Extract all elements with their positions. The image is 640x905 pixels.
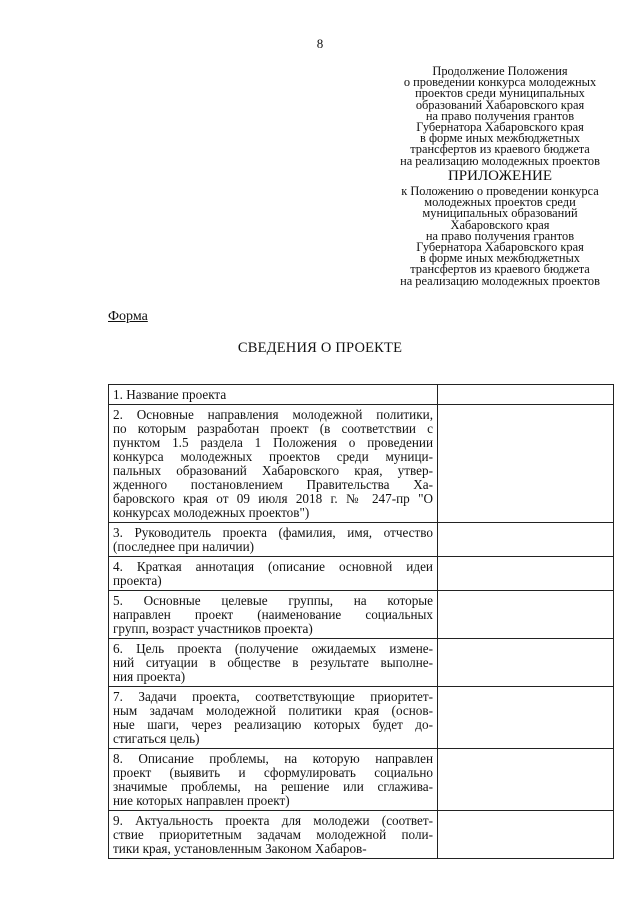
table-row [109,405,614,523]
header-appendix [380,186,620,287]
row-value[interactable] [438,405,614,523]
row-label-line: 4. Краткая аннотация (описание основной идеи [113,559,433,574]
header-continuation [380,66,620,167]
row-label-line: ния проекта) [113,669,186,684]
header-line: на право получения грантов [425,228,575,243]
row-label-line: по которым разработан проект (в соответствии с [113,421,433,436]
document-title: СВЕДЕНИЯ О ПРОЕКТЕ [237,340,403,356]
table-row [109,639,614,687]
table-row [109,523,614,557]
header-line: к Положению о проведении конкурса [401,184,599,198]
row-value[interactable] [438,523,614,557]
row-label-line: 9. Актуальность проекта для молодежи (соответ- [113,813,433,828]
row-label-line: 6. Цель проекта (получение ожидаемых измене- [113,641,433,656]
header-line: проектов среди муниципальных [415,86,585,101]
row-label [109,385,438,405]
header-line: в форме иных межбюджетных [420,251,580,266]
table-row [109,591,614,639]
header-line: образований Хабаровского края [415,97,585,112]
row-label [109,749,438,811]
row-value[interactable] [438,591,614,639]
form-label: Форма [108,309,148,324]
row-label-line: 3. Руководитель проекта (фамилия, имя, отчество [113,525,433,540]
header-line: муниципальных образований [422,206,578,221]
appendix-title: ПРИЛОЖЕНИЕ [447,168,553,184]
row-label-line: ным задачам молодежной политики края (основ- [113,703,433,718]
row-value[interactable] [438,385,614,405]
header-line: молодежных проектов среди [424,195,576,210]
row-label [109,687,438,749]
header-line: о проведении конкурса молодежных [403,75,597,90]
row-label-line: 8. Описание проблемы, на которую направлен [113,751,433,766]
row-value[interactable] [438,749,614,811]
table-row [109,557,614,591]
row-label-line: 7. Задачи проекта, соответствующие приоритет- [113,689,433,704]
page-number: 8 [316,36,324,51]
row-label-line: жденного постановлением Правительства Ха- [113,477,433,492]
row-value[interactable] [438,811,614,859]
row-label-line: стигаться цель) [113,731,200,746]
project-info-table [108,384,614,859]
header-line: на реализацию молодежных проектов [400,273,600,288]
row-label-line: ние которых направлен проект) [113,793,290,808]
row-label-line: конкурса молодежных проектов среди муници- [113,449,433,464]
row-label [109,557,438,591]
header-line: трансфертов из краевого бюджета [410,142,590,157]
row-label [109,405,438,523]
row-label-line: направлен проект (наименование социальных [113,607,433,622]
row-label-line: пальных образований Хабаровского края, утвер- [113,463,433,478]
row-label [109,811,438,859]
row-label-line: ствие приоритетным задачам молодежной поли- [113,827,433,842]
row-value[interactable] [438,557,614,591]
row-label-line: ний ситуации в обществе в результате выполне- [113,655,433,670]
table-row [109,749,614,811]
row-label-line: проект (выявить и сформулировать социально [113,765,433,780]
row-label-line: пунктом 1.5 раздела 1 Положения о проведении [113,435,433,450]
row-label-line: 1. Название проекта [113,387,227,402]
row-label-line: 5. Основные целевые группы, на которые [113,593,433,608]
table-row [109,385,614,405]
row-label-line: групп, возраст участников проекта) [113,621,313,636]
header-line: Хабаровского края [450,217,550,232]
row-value[interactable] [438,639,614,687]
row-value[interactable] [438,687,614,749]
row-label [109,639,438,687]
row-label-line: ные шаги, через реализацию которых будет до- [113,717,433,732]
header-line: на реализацию молодежных проектов [400,153,600,168]
row-label [109,523,438,557]
header-line: Продолжение Положения [432,64,568,78]
row-label-line: проекта) [113,573,162,588]
row-label [109,591,438,639]
table-row [109,687,614,749]
table-row [109,811,614,859]
row-label-line: (последнее при наличии) [113,539,255,554]
header-line: в форме иных межбюджетных [420,131,580,146]
header-line: трансфертов из краевого бюджета [410,262,590,277]
row-label-line: баровского края от 09 июля 2018 г. № 247-пр "О [113,491,433,506]
row-label-line: конкурсах молодежных проектов") [113,505,310,520]
row-label-line: 2. Основные направления молодежной политики, [113,407,433,422]
row-label-line: тики края, установленным Законом Хабаров- [113,841,367,856]
header-line: Губернатора Хабаровского края [416,240,584,255]
row-label-line: значимые проблемы, на решение или сглажива- [113,779,433,794]
header-line: Губернатора Хабаровского края [416,120,584,135]
header-line: на право получения грантов [425,108,575,123]
